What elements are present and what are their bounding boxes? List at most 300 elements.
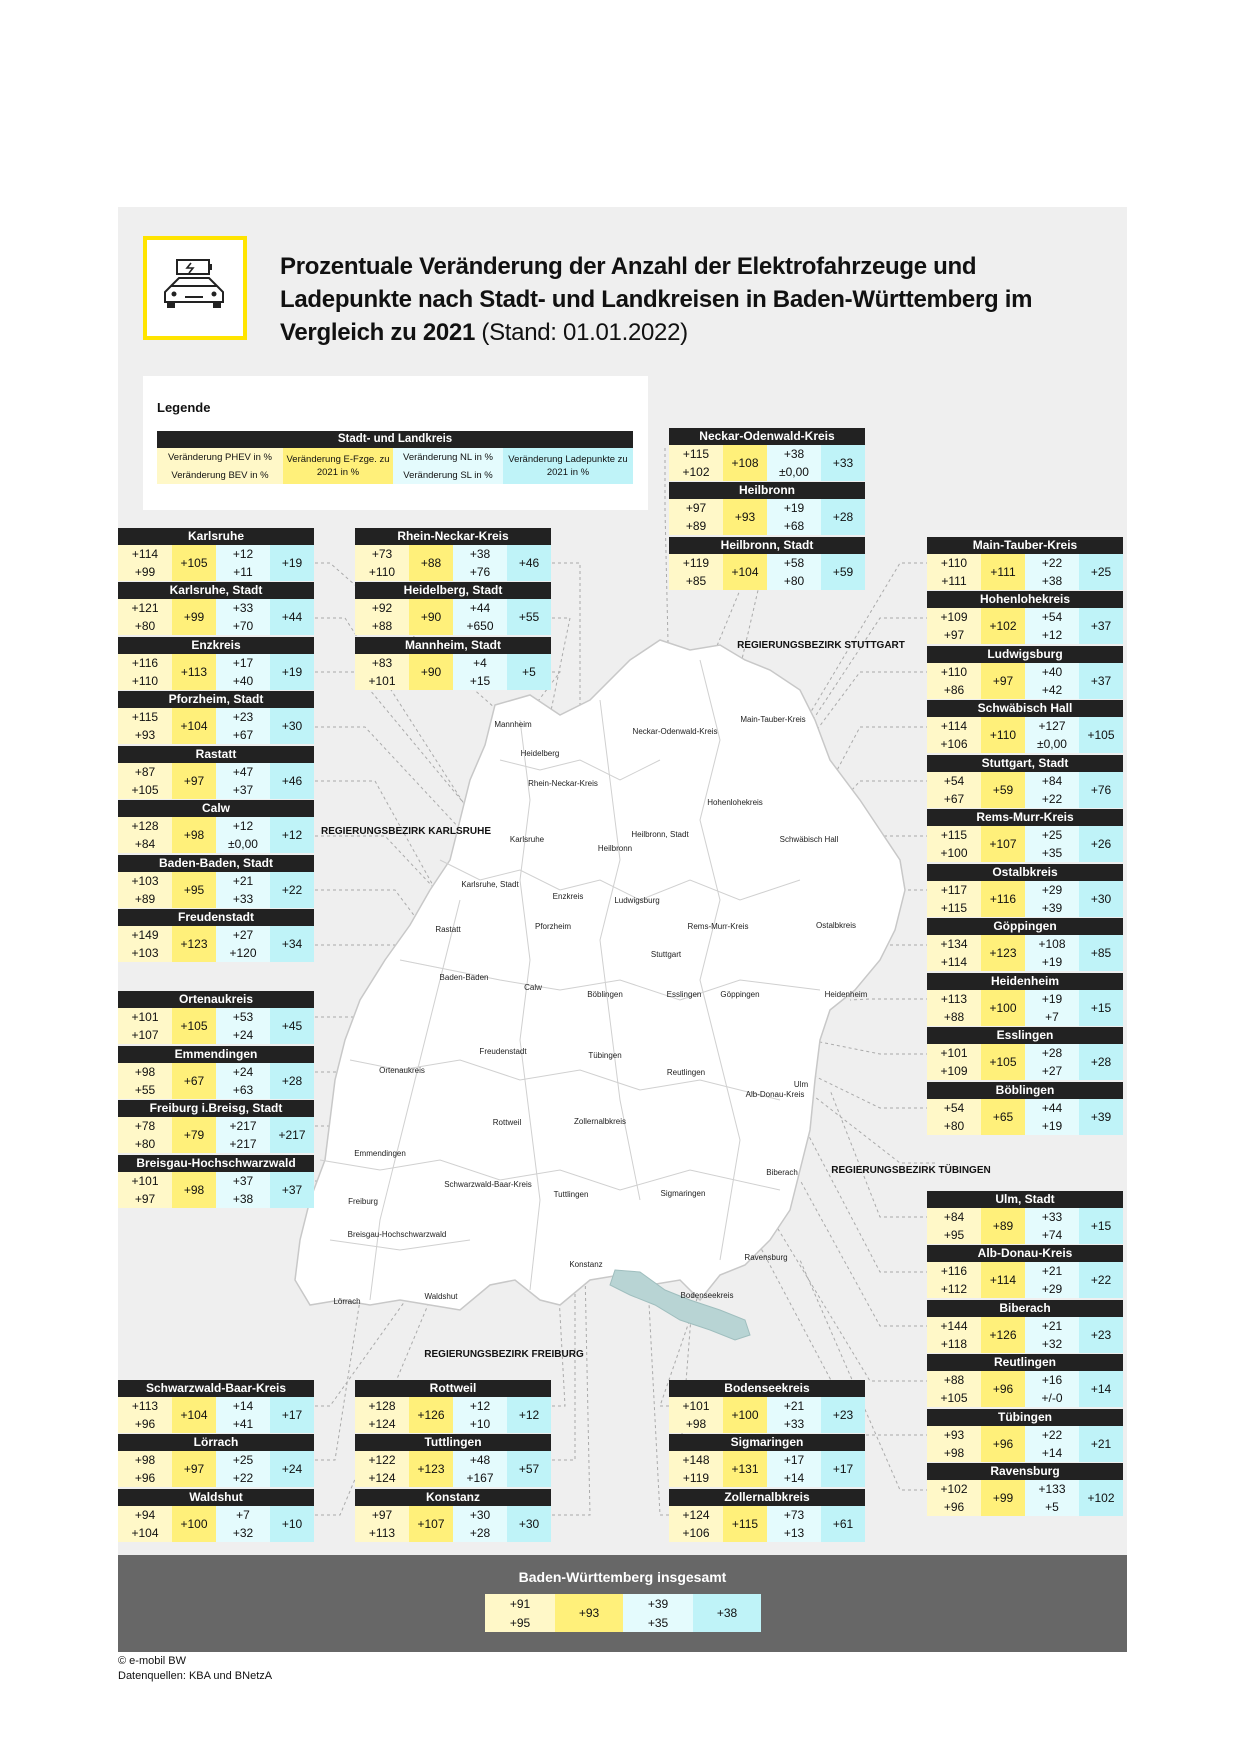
phev-value: +98 [134,1065,156,1079]
charging-values [1025,935,1079,971]
district-box-rems-murr-kreis [927,809,1123,862]
phev-value: +115 [940,828,968,842]
phev-value: +73 [371,547,393,561]
efzg-value: +97 [981,663,1025,699]
charging-values [767,445,821,481]
ladepunkte-value: +39 [1079,1099,1123,1135]
map-label: Breisgau-Hochschwarzwald [347,1230,447,1239]
map-label: Zollernalbkreis [573,1117,627,1126]
district-box-zollernalbkreis [669,1489,865,1542]
charging-values [216,1506,270,1542]
vehicle-values [927,1044,981,1080]
nl-value: +17 [783,1453,805,1467]
total-band [118,1555,1127,1652]
ladepunkte-value: +76 [1079,772,1123,808]
map-label: Reutlingen [666,1068,706,1077]
nl-value: +84 [1041,774,1063,788]
charging-values [216,599,270,635]
efzg-value: +113 [172,654,216,690]
district-box-konstanz [355,1489,551,1542]
phev-value: +128 [368,1399,396,1413]
district-values [927,1208,1123,1244]
district-name: Calw [118,800,314,817]
map-label: Emmendingen [354,1149,406,1158]
vehicle-values [927,1317,981,1353]
district-name: Ortenaukreis [118,991,314,1008]
district-values [118,872,314,908]
efzg-value: +105 [172,545,216,581]
bev-value: +109 [940,1064,968,1078]
vehicle-values [355,654,409,690]
bev-value: +97 [134,1192,156,1206]
district-name: Freudenstadt [118,909,314,926]
charging-values [1025,1262,1079,1298]
vehicle-values [118,1506,172,1542]
district-name: Tübingen [927,1409,1123,1426]
phev-value: +114 [131,547,159,561]
charging-values [1025,881,1079,917]
efzg-value: +100 [723,1397,767,1433]
vehicle-values [355,545,409,581]
vehicle-values [669,1451,723,1487]
district-box-rastatt [118,746,314,799]
nl-value: +44 [1041,1101,1063,1115]
charging-values [1025,1208,1079,1244]
district-values [927,881,1123,917]
efzg-value: +126 [409,1397,453,1433]
ladepunkte-value: +22 [1079,1262,1123,1298]
vehicle-values [927,935,981,971]
nl-value: +29 [1041,883,1063,897]
district-name: Karlsruhe [118,528,314,545]
sl-value: +38 [232,1192,254,1206]
efzg-value: +98 [172,1172,216,1208]
nl-value: +40 [1041,665,1063,679]
district-values [927,1371,1123,1407]
nl-value: +127 [1038,719,1066,733]
district-box-karlsruhe [118,528,314,581]
sl-value: +80 [783,574,805,588]
phev-value: +78 [134,1119,156,1133]
district-values [927,826,1123,862]
ladepunkte-value: +30 [270,708,314,744]
efzg-value: +95 [172,872,216,908]
vehicle-values [118,817,172,853]
district-box-emmendingen [118,1046,314,1099]
title-main: Prozentuale Veränderung der Anzahl der Elektrofahrzeuge und Ladepunkte nach Stadt- und Landkreisen in Baden-Württemberg im Vergleich zu 2021 [280,253,1033,346]
sl-value: +217 [229,1137,257,1151]
sl-value: ±0,00 [1037,737,1067,751]
district-box-lörrach [118,1434,314,1487]
nl-value: +44 [469,601,491,615]
bev-value: +98 [685,1417,707,1431]
map-label: Tübingen [588,1051,622,1060]
charging-values [1025,1371,1079,1407]
ladepunkte-value: +34 [270,926,314,962]
district-box-rhein-neckar-kreis [355,528,551,581]
sl-value: +29 [1041,1282,1063,1296]
district-values [118,1008,314,1044]
efzg-value: +90 [409,599,453,635]
phev-value: +97 [371,1508,393,1522]
district-box-ortenaukreis [118,991,314,1044]
district-box-sigmaringen [669,1434,865,1487]
efzg-value: +93 [723,499,767,535]
efzg-value: +88 [409,545,453,581]
phev-value: +101 [682,1399,710,1413]
nl-value: +58 [783,556,805,570]
ladepunkte-value: +28 [1079,1044,1123,1080]
district-values [927,772,1123,808]
vehicle-values [118,1451,172,1487]
map-label: Konstanz [569,1260,603,1269]
phev-value: +88 [943,1373,965,1387]
district-values [118,545,314,581]
efzg-value: +107 [981,826,1025,862]
ladepunkte-value: +17 [270,1397,314,1433]
vehicle-values [118,872,172,908]
district-values [118,654,314,690]
district-name: Ludwigsburg [927,646,1123,663]
rb-label-tuebingen: REGIERUNGSBEZIRK TÜBINGEN [831,1165,991,1176]
nl-value: +38 [469,547,491,561]
legend-nl: Veränderung NL in % [403,451,493,463]
charging-values [1025,608,1079,644]
vehicle-values [927,990,981,1026]
vehicle-values [118,1172,172,1208]
sl-value: +120 [229,946,257,960]
sl-value: +167 [466,1471,494,1485]
sl-value: +12 [1041,628,1063,642]
vehicle-values [927,554,981,590]
charging-values [767,499,821,535]
district-box-heidenheim [927,973,1123,1026]
nl-value: +25 [232,1453,254,1467]
efzg-value: +99 [981,1480,1025,1516]
district-name: Rems-Murr-Kreis [927,809,1123,826]
phev-value: +116 [131,656,159,670]
charging-values [453,654,507,690]
sl-value: +10 [469,1417,491,1431]
vehicle-values [927,1262,981,1298]
bev-value: +96 [134,1417,156,1431]
district-name: Karlsruhe, Stadt [118,582,314,599]
district-name: Stuttgart, Stadt [927,755,1123,772]
efzg-value: +114 [981,1262,1025,1298]
phev-value: +121 [131,601,159,615]
ladepunkte-value: +85 [1079,935,1123,971]
ladepunkte-value: +28 [270,1063,314,1099]
vehicle-values [669,499,723,535]
district-values [927,554,1123,590]
map-label: Karlsruhe, Stadt [461,880,519,889]
map-label: Heidenheim [824,990,868,999]
total-phev: +91 [509,1596,531,1611]
ladepunkte-value: +37 [270,1172,314,1208]
district-box-waldshut [118,1489,314,1542]
district-name: Heilbronn [669,482,865,499]
vehicle-values [927,1480,981,1516]
efzg-value: +104 [172,708,216,744]
efzg-value: +96 [981,1426,1025,1462]
district-values [927,717,1123,753]
bev-value: +80 [134,1137,156,1151]
district-box-calw [118,800,314,853]
charging-values [216,872,270,908]
sl-value: +19 [1041,1119,1063,1133]
district-name: Schwäbisch Hall [927,700,1123,717]
bev-value: +84 [134,837,156,851]
charging-values [453,545,507,581]
legend-title: Legende [157,400,211,415]
nl-value: +24 [232,1065,254,1079]
efzg-value: +115 [723,1506,767,1542]
map-label: Alb-Donau-Kreis [745,1090,805,1099]
district-box-esslingen [927,1027,1123,1080]
map-label: Mannheim [494,720,532,729]
nl-value: +12 [232,547,254,561]
efzg-value: +123 [981,935,1025,971]
vehicle-values [355,1397,409,1433]
total-box [485,1594,761,1632]
vehicle-values [927,717,981,753]
district-box-freudenstadt [118,909,314,962]
rb-label-stuttgart: REGIERUNGSBEZIRK STUTTGART [737,640,905,651]
district-values [927,935,1123,971]
vehicle-values [927,772,981,808]
charging-values [216,763,270,799]
district-box-heidelberg-stadt [355,582,551,635]
ladepunkte-value: +12 [507,1397,551,1433]
total-sl: +35 [647,1615,669,1630]
ladepunkte-value: +17 [821,1451,865,1487]
district-box-reutlingen [927,1354,1123,1407]
efzg-value: +89 [981,1208,1025,1244]
phev-value: +103 [131,874,159,888]
nl-value: +48 [469,1453,491,1467]
bev-value: +88 [943,1010,965,1024]
bev-value: +89 [134,892,156,906]
nl-value: +12 [469,1399,491,1413]
district-values [355,654,551,690]
nl-value: +108 [1038,937,1066,951]
bev-value: +106 [682,1526,710,1540]
map-label: Göppingen [720,990,760,999]
charging-values [1025,990,1079,1026]
map-label: Ortenaukreis [379,1066,425,1075]
map-label: Main-Tauber-Kreis [740,715,806,724]
sl-value: +63 [232,1083,254,1097]
bev-value: +124 [368,1471,396,1485]
sl-value: +28 [469,1526,491,1540]
sl-value: +14 [1041,1446,1063,1460]
district-box-ostalbkreis [927,864,1123,917]
map-label: Schwarzwald-Baar-Kreis [444,1180,532,1189]
vehicle-values [927,1099,981,1135]
district-values [927,663,1123,699]
phev-value: +148 [682,1453,710,1467]
efzg-value: +97 [172,1451,216,1487]
ladepunkte-value: +61 [821,1506,865,1542]
efzg-value: +123 [409,1451,453,1487]
district-name: Emmendingen [118,1046,314,1063]
district-values [118,1397,314,1433]
district-name: Sigmaringen [669,1434,865,1451]
bev-value: +85 [685,574,707,588]
district-values [669,1451,865,1487]
ladepunkte-value: +105 [1079,717,1123,753]
rb-label-karlsruhe: REGIERUNGSBEZIRK KARLSRUHE [320,826,492,837]
efzg-value: +59 [981,772,1025,808]
district-values [927,1099,1123,1135]
district-name: Mannheim, Stadt [355,637,551,654]
district-name: Ravensburg [927,1463,1123,1480]
bev-value: +105 [131,783,159,797]
bev-value: +93 [134,728,156,742]
sl-value: +24 [232,1028,254,1042]
district-box-ravensburg [927,1463,1123,1516]
nl-value: +28 [1041,1046,1063,1060]
district-box-ulm-stadt [927,1191,1123,1244]
nl-value: +4 [473,656,487,670]
phev-value: +128 [131,819,159,833]
bev-value: +67 [943,792,965,806]
bev-value: +106 [940,737,968,751]
map-label: Schwäbisch Hall [779,835,839,844]
vehicle-values [355,1506,409,1542]
district-box-rottweil [355,1380,551,1433]
ladepunkte-value: +12 [270,817,314,853]
district-values [927,1426,1123,1462]
district-name: Lörrach [118,1434,314,1451]
vehicle-values [669,554,723,590]
charging-values [1025,1317,1079,1353]
ladepunkte-value: +23 [1079,1317,1123,1353]
district-box-pforzheim-stadt [118,691,314,744]
charging-values [216,708,270,744]
vehicle-values [927,1371,981,1407]
total-bev: +95 [509,1615,531,1630]
district-values [669,499,865,535]
charging-values [216,545,270,581]
ladepunkte-value: +26 [1079,826,1123,862]
legend-phev: Veränderung PHEV in % [167,451,273,463]
legend-ladepunkte: Veränderung Ladepunkte zu 2021 in % [503,448,633,484]
sl-value: +74 [1041,1228,1063,1242]
phev-value: +102 [940,1482,968,1496]
ladepunkte-value: +19 [270,654,314,690]
charging-values [1025,826,1079,862]
map-label: Freudenstadt [479,1047,527,1056]
charging-values [453,599,507,635]
bev-value: +96 [134,1471,156,1485]
ladepunkte-value: +33 [821,445,865,481]
ladepunkte-value: +23 [821,1397,865,1433]
map-label: Heilbronn [597,844,633,853]
vehicle-values [669,445,723,481]
ladepunkte-value: +25 [1079,554,1123,590]
efzg-value: +123 [172,926,216,962]
charging-values [767,1451,821,1487]
charging-values [1025,554,1079,590]
phev-value: +134 [940,937,968,951]
phev-value: +114 [940,719,968,733]
bev-value: +115 [940,901,968,915]
map-label: Hohenlohekreis [707,798,763,807]
legend-bev: Veränderung BEV in % [171,469,269,481]
map-label: Rottweil [492,1118,522,1127]
district-name: Konstanz [355,1489,551,1506]
map-label: Ostalbkreis [815,921,857,930]
district-name: Göppingen [927,918,1123,935]
vehicle-values [118,545,172,581]
charging-values [1025,1044,1079,1080]
map-label: Heidelberg [520,749,560,758]
sl-value: +7 [1045,1010,1059,1024]
district-name: Tuttlingen [355,1434,551,1451]
district-box-heilbronn-stadt [669,537,865,590]
map-label: Pforzheim [534,922,572,931]
efzg-value: +107 [409,1506,453,1542]
ladepunkte-value: +37 [1079,608,1123,644]
bev-value: +98 [943,1446,965,1460]
map-label: Sigmaringen [660,1189,706,1198]
ladepunkte-value: +15 [1079,1208,1123,1244]
charging-values [1025,1480,1079,1516]
sl-value: +32 [1041,1337,1063,1351]
vehicle-values [118,599,172,635]
district-values [669,445,865,481]
district-values [927,1044,1123,1080]
ladepunkte-value: +217 [270,1117,314,1153]
nl-value: +54 [1041,610,1063,624]
vehicle-values [118,1117,172,1153]
district-name: Main-Tauber-Kreis [927,537,1123,554]
district-name: Pforzheim, Stadt [118,691,314,708]
total-title: Baden-Württemberg insgesamt [518,1569,727,1585]
district-box-freiburg-i-breisg-stadt [118,1100,314,1153]
ladepunkte-value: +37 [1079,663,1123,699]
efzg-value: +98 [172,817,216,853]
ladepunkte-value: +21 [1079,1426,1123,1462]
phev-value: +84 [943,1210,965,1224]
sl-value: +38 [1041,574,1063,588]
phev-value: +110 [940,665,968,679]
charging-values [216,926,270,962]
nl-value: +21 [1041,1264,1063,1278]
district-name: Waldshut [118,1489,314,1506]
map-label: Karlsruhe [509,835,545,844]
vehicle-values [118,654,172,690]
efzg-value: +100 [172,1506,216,1542]
vehicle-values [118,1397,172,1433]
district-values [118,763,314,799]
nl-value: +16 [1041,1373,1063,1387]
phev-value: +98 [134,1453,156,1467]
sl-value: +41 [232,1417,254,1431]
efzg-value: +108 [723,445,767,481]
bev-value: +80 [943,1119,965,1133]
ladepunkte-value: +10 [270,1506,314,1542]
vehicle-values [118,926,172,962]
nl-value: +21 [783,1399,805,1413]
district-name: Zollernalbkreis [669,1489,865,1506]
district-box-heilbronn [669,482,865,535]
map-label: Rems-Murr-Kreis [687,922,749,931]
district-values [118,926,314,962]
phev-value: +87 [134,765,156,779]
district-values [118,1117,314,1153]
